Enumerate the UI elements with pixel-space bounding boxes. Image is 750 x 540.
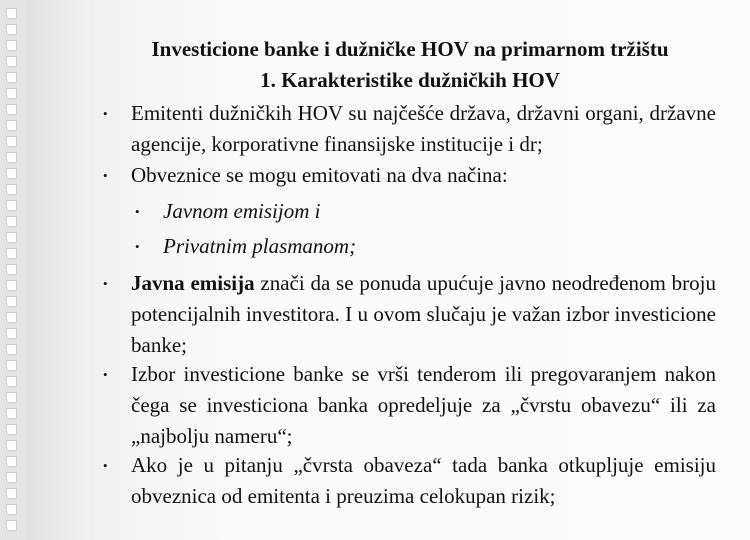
sub-list-item: Privatnim plasmanom; [163, 234, 357, 258]
list-item: Izbor investicione banke se vrši tenderom ili pregovaranjem nakon čega se investiciona banka opredeljuje za „čvrstu obavezu“ ili za „najbolju nameru“; [131, 362, 716, 448]
list-item: Obveznice se mogu emitovati na dva načina: [131, 163, 508, 187]
slide-subtitle: 1. Karakteristike dužničkih HOV [260, 68, 560, 92]
list-item [131, 268, 716, 361]
bullet-icon: • [103, 367, 108, 382]
sub-bullet-icon: • [135, 239, 140, 254]
bullet-icon: • [103, 168, 108, 183]
sub-list-item: Javnom emisijom i [163, 199, 321, 223]
bullet-icon: • [103, 106, 108, 121]
sub-bullet-icon: • [135, 204, 140, 219]
list-item: Ako je u pitanju „čvrsta obaveza“ tada banka otkupljuje emisiju obveznica od emitenta i preuzima celokupan rizik; [131, 453, 716, 508]
slide-title: Investicione banke i dužničke HOV na primarnom tržištu [151, 37, 669, 61]
list-item: Emitenti dužničkih HOV su najčešće država, državni organi, državne agencije, korporativne finansijske institucije i dr; [131, 101, 716, 156]
list-item-text: znači da se ponuda upućuje javno neodređenom broju potencijalnih investitora. I u ovom slučaju je važan izbor investicione banke; [131, 271, 716, 357]
list-item-bold-prefix: Javna emisija [131, 271, 255, 295]
bullet-icon: • [103, 276, 108, 291]
bullet-icon: • [103, 458, 108, 473]
